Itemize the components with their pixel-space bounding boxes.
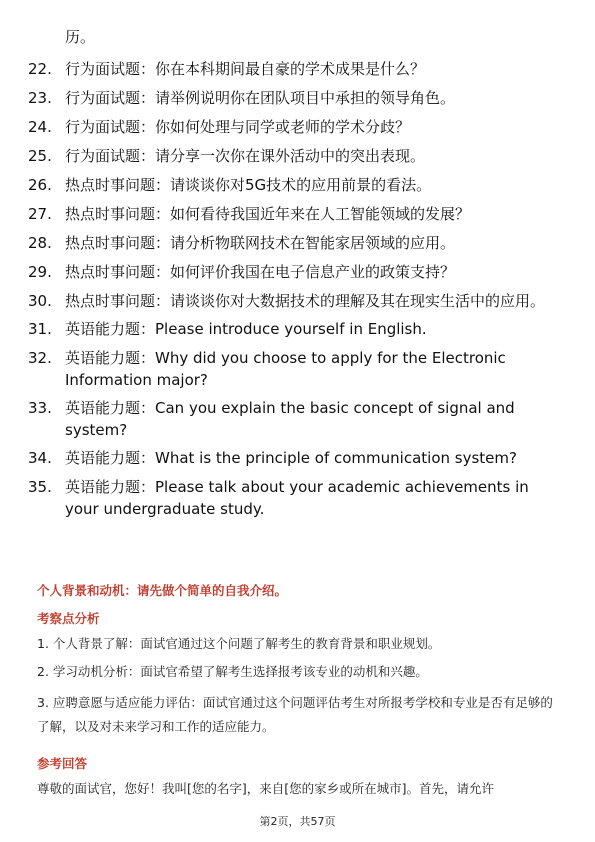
analysis-point: 3. 应聘意愿与适应能力评估：面试官通过这个问题评估考生对所报考学校和专业是否有足够的了解，以及对未来学习和工作的适应能力。 bbox=[37, 695, 553, 734]
question-number: 34. bbox=[28, 449, 52, 467]
question-text: 热点时事问题：请分析物联网技术在智能家居领域的应用。 bbox=[65, 234, 456, 252]
answer-heading: 参考回答 bbox=[37, 756, 88, 771]
question-number: 35. bbox=[28, 478, 52, 496]
analysis-point: 1. 个人背景了解：面试官通过这个问题了解考生的教育背景和职业规划。 bbox=[37, 636, 441, 651]
section-heading: 个人背景和动机：请先做个简单的自我介绍。 bbox=[37, 583, 288, 598]
question-number: 30. bbox=[28, 292, 52, 310]
question-number: 26. bbox=[28, 176, 52, 194]
list-item bbox=[28, 116, 558, 138]
question-number: 31. bbox=[28, 320, 52, 338]
list-item bbox=[28, 476, 558, 520]
question-text: 热点时事问题：请谈谈你对5G技术的应用前景的看法。 bbox=[65, 176, 432, 194]
question-list bbox=[28, 58, 558, 526]
question-number: 32. bbox=[28, 349, 52, 367]
question-text: 热点时事问题：如何评价我国在电子信息产业的政策支持？ bbox=[65, 263, 456, 281]
question-number: 25. bbox=[28, 147, 52, 165]
list-item bbox=[28, 447, 558, 469]
list-item bbox=[28, 145, 558, 167]
continuation-text: 历。 bbox=[65, 28, 96, 46]
question-number: 24. bbox=[28, 118, 52, 136]
list-item bbox=[28, 290, 558, 312]
question-text: 行为面试题：请分享一次你在课外活动中的突出表现。 bbox=[65, 147, 426, 165]
question-number: 27. bbox=[28, 205, 52, 223]
question-text: 行为面试题：你如何处理与同学或老师的学术分歧？ bbox=[65, 118, 411, 136]
list-item bbox=[28, 174, 558, 196]
list-item bbox=[28, 58, 558, 80]
list-item bbox=[28, 87, 558, 109]
question-text: 英语能力题：Please talk about your academic achievements in your undergraduate study. bbox=[65, 478, 529, 518]
list-item bbox=[28, 203, 558, 225]
list-item bbox=[28, 347, 558, 391]
answer-text: 尊敬的面试官，您好！我叫[您的名字]，来自[您的家乡或所在城市]。首先，请允许 bbox=[37, 781, 495, 796]
question-text: 热点时事问题：如何看待我国近年来在人工智能领域的发展？ bbox=[65, 205, 471, 223]
page-footer: 第2页，共57页 bbox=[259, 815, 336, 828]
question-text: 英语能力题：What is the principle of communication system? bbox=[65, 449, 517, 467]
list-item bbox=[28, 232, 558, 254]
question-text: 行为面试题：你在本科期间最自豪的学术成果是什么？ bbox=[65, 60, 426, 78]
question-number: 23. bbox=[28, 89, 52, 107]
analysis-heading: 考察点分析 bbox=[37, 611, 100, 626]
question-text: 英语能力题：Why did you choose to apply for the Electronic Information major? bbox=[65, 349, 506, 389]
question-text: 英语能力题：Please introduce yourself in English. bbox=[65, 320, 427, 338]
question-text: 英语能力题：Can you explain the basic concept of signal and system? bbox=[65, 399, 515, 439]
question-text: 行为面试题：请举例说明你在团队项目中承担的领导角色。 bbox=[65, 89, 456, 107]
question-number: 29. bbox=[28, 263, 52, 281]
list-item bbox=[28, 318, 558, 340]
question-number: 28. bbox=[28, 234, 52, 252]
analysis-point: 2. 学习动机分析：面试官希望了解考生选择报考该专业的动机和兴趣。 bbox=[37, 664, 428, 679]
question-number: 22. bbox=[28, 60, 52, 78]
question-number: 33. bbox=[28, 399, 52, 417]
list-item bbox=[28, 261, 558, 283]
list-item bbox=[28, 397, 558, 441]
question-text: 热点时事问题：请谈谈你对大数据技术的理解及其在现实生活中的应用。 bbox=[65, 292, 546, 310]
